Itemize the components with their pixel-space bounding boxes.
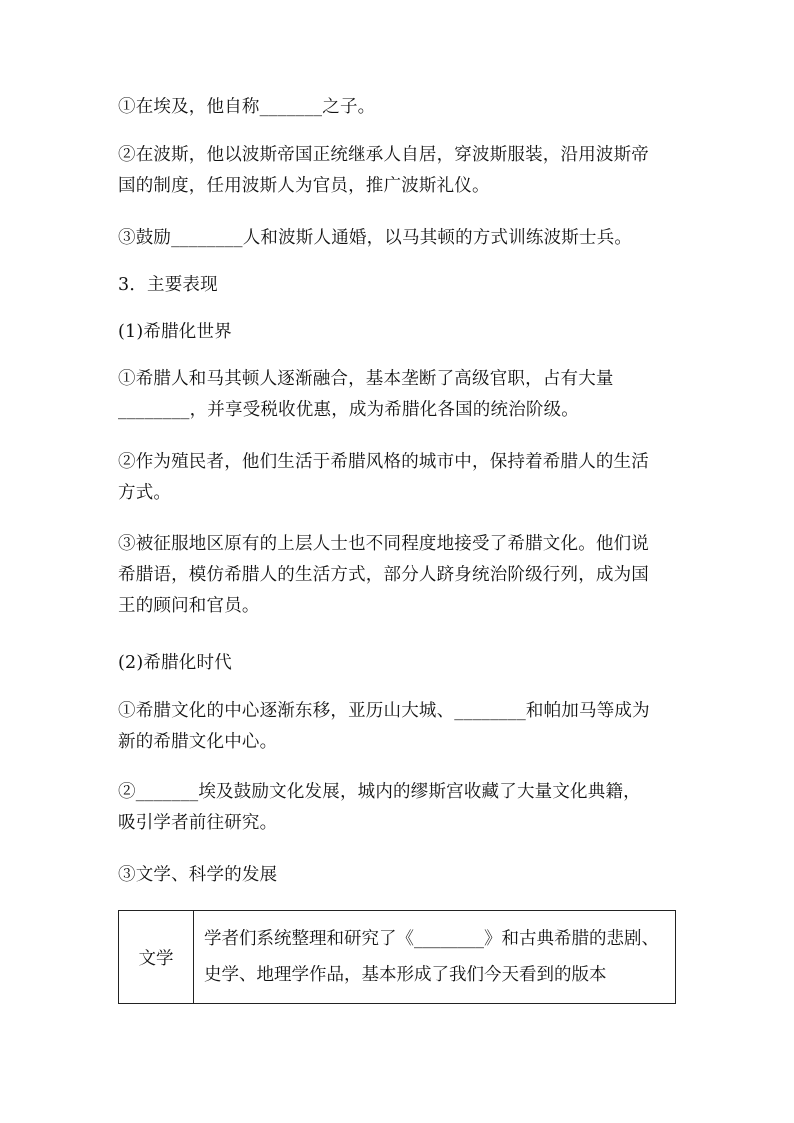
text-line: ③被征服地区原有的上层人士也不同程度地接受了希腊文化。他们说 xyxy=(118,534,649,554)
text-line: ③鼓励________人和波斯人通婚，以马其顿的方式训练波斯士兵。 xyxy=(118,228,633,248)
paragraph-colonists xyxy=(118,447,678,509)
text-line: 3．主要表现 xyxy=(118,275,218,295)
text-line: ②在波斯，他以波斯帝国正统继承人自居，穿波斯服装，沿用波斯帝 xyxy=(118,145,649,165)
text-line: (2)希腊化时代 xyxy=(118,653,232,673)
paragraph-intermarriage xyxy=(118,223,678,254)
paragraph-upper-class xyxy=(118,529,678,622)
paragraph-literature-science xyxy=(118,860,678,891)
table-row-header: 文学 xyxy=(119,911,194,1004)
text-line: 学者们系统整理和研究了《________》和古典希腊的悲剧、 xyxy=(204,929,659,949)
text-line: ①在埃及，他自称_______之子。 xyxy=(118,97,376,117)
text-line: 吸引学者前往研究。 xyxy=(118,813,278,833)
subheading-hellenistic-age xyxy=(118,648,678,679)
text-line: 希腊语，模仿希腊人的生活方式，部分人跻身统治阶级行列，成为国 xyxy=(118,565,649,585)
text-line: ③文学、科学的发展 xyxy=(118,865,278,885)
subheading-hellenistic-world xyxy=(118,317,678,348)
text-line: 方式。 xyxy=(118,483,172,503)
section-heading-main-expressions xyxy=(118,270,678,301)
text-line: ②_______埃及鼓励文化发展，城内的缪斯宫收藏了大量文化典籍， xyxy=(118,782,641,802)
text-line: ________，并享受税收优惠，成为希腊化各国的统治阶级。 xyxy=(118,400,579,420)
paragraph-culture-center xyxy=(118,696,678,758)
literature-table xyxy=(118,910,676,1004)
text-line: (1)希腊化世界 xyxy=(118,322,232,342)
table-row xyxy=(119,911,676,1004)
text-line: 国的制度，任用波斯人为官员，推广波斯礼仪。 xyxy=(118,176,490,196)
text-line: 史学、地理学作品，基本形成了我们今天看到的版本 xyxy=(204,965,607,985)
paragraph-persia xyxy=(118,140,678,202)
text-line: 新的希腊文化中心。 xyxy=(118,732,278,752)
paragraph-egypt xyxy=(118,92,678,123)
text-line: ①希腊文化的中心逐渐东移，亚历山大城、________和帕加马等成为 xyxy=(118,701,650,721)
text-line: ②作为殖民者，他们生活于希腊风格的城市中，保持着希腊人的生活 xyxy=(118,452,649,472)
paragraph-fusion xyxy=(118,364,678,426)
table-cell xyxy=(194,911,676,1004)
text-line: ①希腊人和马其顿人逐渐融合，基本垄断了高级官职，占有大量 xyxy=(118,369,614,389)
text-line: 王的顾问和官员。 xyxy=(118,596,260,616)
paragraph-museum xyxy=(118,777,678,839)
